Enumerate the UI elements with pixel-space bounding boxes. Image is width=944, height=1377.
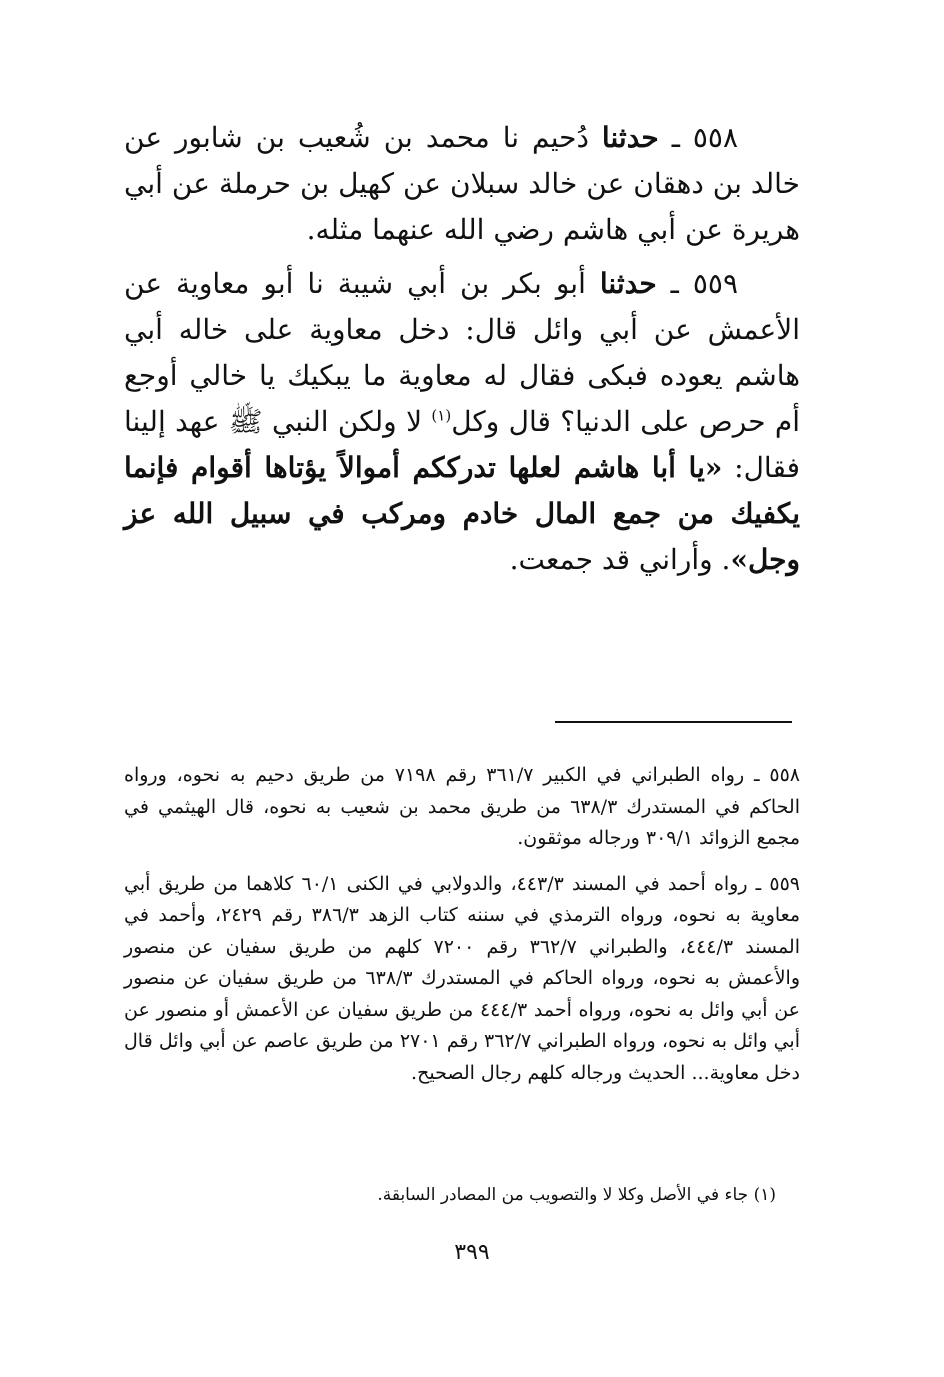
page-number: ٣٩٩: [454, 1240, 490, 1265]
main-text: [124, 115, 800, 591]
note-559: ٥٥٩ ـ رواه أحمد في المسند ٤٤٣/٣، والدولابي في الكنى ٦٠/١ كلاهما من طريق أبي معاوية به نحوه، ورواه الترمذي في سننه كتاب الزهد ٣٨٦/٣ رقم ٢٤٢٩، وأحمد في المسند ٤٤٤/٣، والطبراني ٣٦٢/٧ رقم ٧٢٠٠ كلهم من طريق سفيان عن منصور والأعمش به نحوه، ورواه الحاكم في المستدرك ٦٣٨/٣ من طريق سفيان عن منصور عن أبي وائل به نحوه، ورواه أحمد ٤٤٤/٣ من طريق سفيان عن الأعمش أو منصور عن أبي وائل به نحوه، ورواه الطبراني ٣٦٢/٧ رقم ٢٧٠١ من طريق عاصم عن أبي وائل قال دخل معاوية... الحديث ورجاله كلهم رجال الصحيح.: [124, 872, 801, 1084]
hadith-text: دُحيم نا محمد بن شُعيب بن شابور عن خالد بن دهقان عن خالد سبلان عن كهيل بن حرملة عن أبي هريرة عن أبي هاشم رضي الله عنهما مثله.: [124, 121, 800, 246]
hadith-number: ٥٥٨ ـ: [671, 121, 738, 154]
footnote-separator: [555, 721, 792, 723]
takhrij-notes: [124, 760, 800, 1103]
footnote: (١) جاء في الأصل وكلا لا والتصويب من المصادر السابقة.: [377, 1185, 776, 1205]
note-558: ٥٥٨ ـ رواه الطبراني في الكبير ٣٦١/٧ رقم ٧١٩٨ من طريق دحيم به نحوه، ورواه الحاكم في المستدرك ٦٣٨/٣ من طريق محمد بن شعيب به نحوه، قال الهيثمي في مجمع الزوائد ٣٠٩/١ ورجاله موثقون.: [124, 764, 801, 849]
hadith-number: ٥٥٩ ـ: [670, 267, 738, 300]
hadith-559: [124, 261, 800, 583]
hadith-text-after: . وأراني قد جمعت.: [509, 543, 731, 576]
hadith-lead: حدثنا: [601, 121, 659, 154]
hadith-558: [124, 115, 800, 253]
footnote-reference: (١): [431, 406, 452, 425]
prophetic-quote: «يا أبا هاشم لعلها تدرككم أموالاً يؤتاها أقوام فإنما يكفيك من جمع المال خادم ومركب في سبيل الله عز وجل»: [124, 451, 800, 576]
hadith-text-before: أبو بكر بن أبي شيبة نا أبو معاوية عن الأعمش عن أبي وائل قال: دخل معاوية على خاله أبي هاشم يعوده فبكى فقال له معاوية ما يبكيك يا خالي أوجع أم حرص على الدنيا؟ قال وكل: [124, 267, 801, 438]
hadith-text-middle: لا ولكن النبي ﷺ عهد إلينا فقال:: [124, 405, 801, 484]
hadith-lead: حدثنا: [599, 267, 657, 300]
